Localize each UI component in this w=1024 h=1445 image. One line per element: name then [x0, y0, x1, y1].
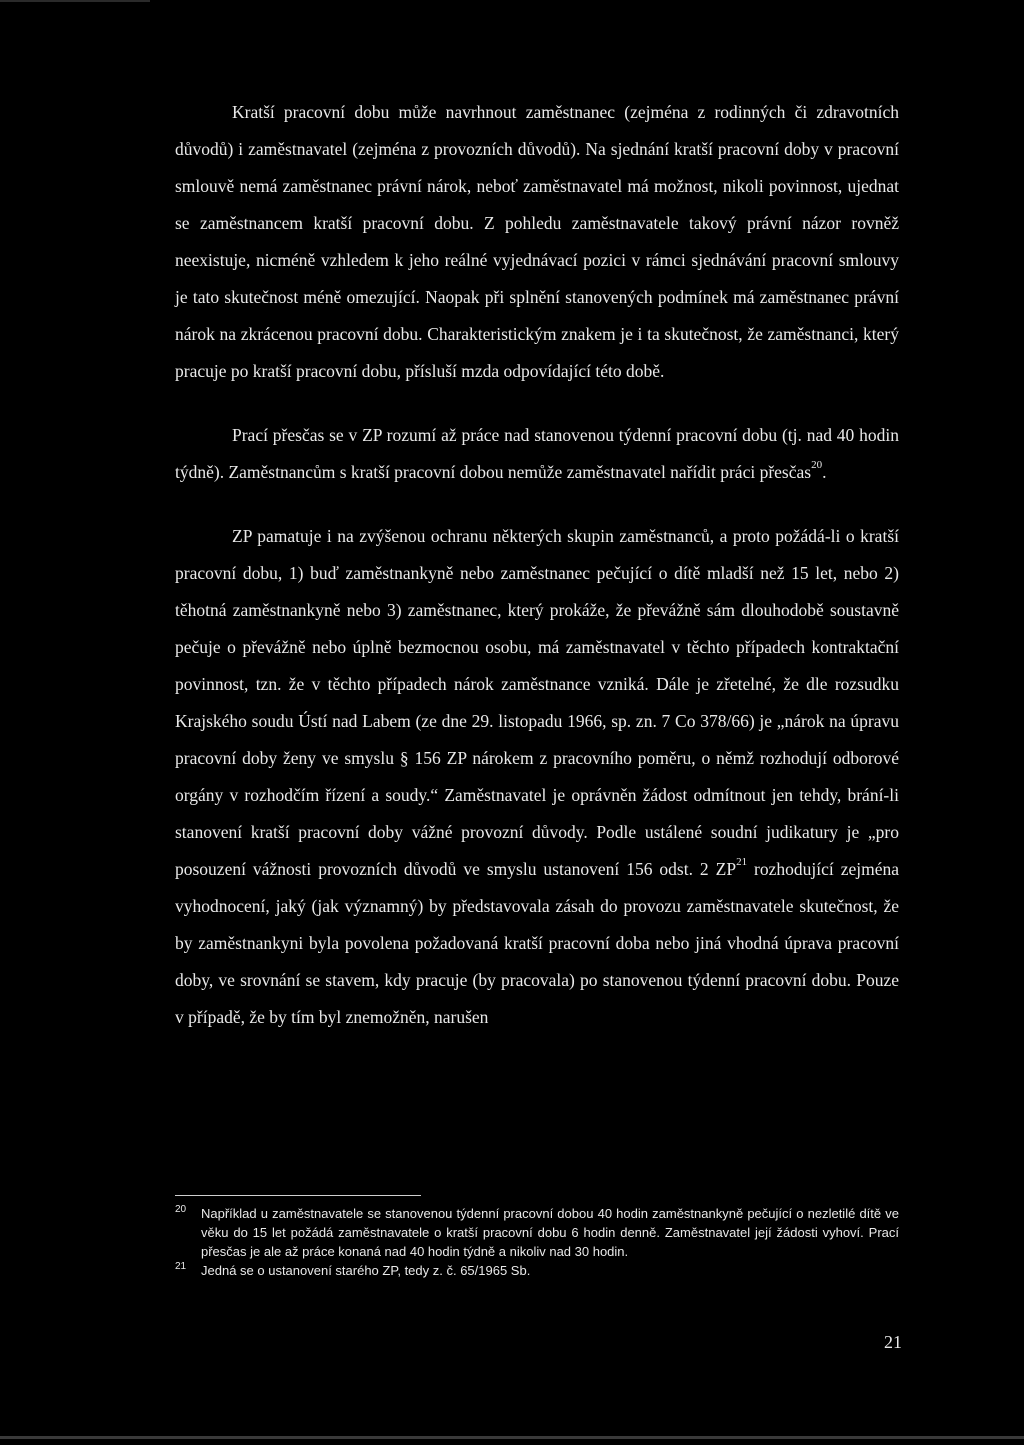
- page-number: 21: [884, 1332, 902, 1352]
- main-text: [175, 94, 899, 1036]
- footnote-separator: [175, 1195, 421, 1196]
- paragraph-3-text-b: rozhodující zejména vyhodnocení, jaký (jak významný) by představovala zásah do provozu zaměstnavatele skutečnost, že by zaměstnankyni byla povolena požadovaná kratší pracovní doba nebo jiná vhodná úprava pracovní doby, ve srovnání se stavem, kdy pracuje (by pracovala) po stanovenou týdenní pracovní dobu. Pouze v případě, že by tím byl znemožněn, narušen: [175, 859, 900, 1027]
- footnote-number: 21: [175, 1261, 187, 1272]
- footnote-20: [175, 1204, 899, 1261]
- paragraph-3-text-a: ZP pamatuje i na zvýšenou ochranu některých skupin zaměstnanců, a proto požádá-li o kratší pracovní dobu, 1) buď zaměstnankyně nebo zaměstnanec pečující o dítě mladší než 15 let, nebo 2) těhotná zaměstnankyně nebo 3) zaměstnanec, který prokáže, že převážně sám dlouhodobě soustavně pečuje o převážně nebo úplně bezmocnou osobu, má zaměstnavatel v těchto případech kontraktační povinnost, tzn. že v těchto případech nárok zaměstnance vzniká. Dále je zřetelné, že dle rozsudku Krajského soudu Ústí nad Labem (ze dne 29. listopadu 1966, sp. zn. 7 Co 378/66) je „nárok na úpravu pracovní doby ženy ve smyslu § 156 ZP nárokem z pracovního poměru, o němž rozhodují odborové orgány v rozhodčím řízení a soudy.“ Zaměstnavatel je oprávněn žádost odmítnout jen tehdy, brání-li stanovení kratší pracovní doby vážné provozní důvody. Podle ustálené soudní judikatury je „pro posouzení vážnosti provozních důvodů ve smyslu ustanovení 156 odst. 2 ZP: [175, 526, 899, 879]
- paragraph-1-text: Kratší pracovní dobu může navrhnout zaměstnanec (zejména z rodinných či zdravotních důvodů) i zaměstnavatel (zejména z provozních důvodů). Na sjednání kratší pracovní doby v pracovní smlouvě nemá zaměstnanec právní nárok, neboť zaměstnavatel má možnost, nikoli povinnost, ujednat se zaměstnancem kratší pracovní dobu. Z pohledu zaměstnavatele takový právní názor rovněž neexistuje, nicméně vzhledem k jeho reálné vyjednávací pozici v rámci sjednávání pracovní smlouvy je tato skutečnost méně omezující. Naopak při splnění stanovených podmínek má zaměstnanec právní nárok na zkrácenou pracovní dobu. Charakteristickým znakem je i ta skutečnost, že zaměstnanci, který pracuje po kratší pracovní dobu, přísluší mzda odpovídající této době.: [175, 102, 899, 381]
- footnote-21: [175, 1261, 899, 1280]
- bottom-edge-rule: [0, 1436, 1024, 1439]
- footnote-ref-20[interactable]: 20: [811, 459, 823, 472]
- paragraph-3: [175, 518, 899, 1036]
- paragraph-1: [175, 94, 899, 390]
- footnotes: [175, 1195, 899, 1280]
- paragraph-2: [175, 417, 899, 491]
- top-edge-rule: [0, 0, 150, 2]
- paragraph-2-tail: .: [822, 462, 827, 482]
- footnote-text: Jedná se o ustanovení starého ZP, tedy z. č. 65/1965 Sb.: [201, 1263, 531, 1278]
- footnote-text: Například u zaměstnavatele se stanovenou týdenní pracovní dobou 40 hodin zaměstnankyně pečující o nezletilé dítě ve věku do 15 let požádá zaměstnavatele o kratší pracovní dobu 6 hodin denně. Zaměstnavatel její žádosti vyhoví. Prací přesčas je ale až práce konaná nad 40 hodin týdně a nikoliv nad 30 hodin.: [201, 1206, 899, 1259]
- paragraph-2-text: Prací přesčas se v ZP rozumí až práce nad stanovenou týdenní pracovní dobu (tj. nad 40 hodin týdně). Zaměstnancům s kratší pracovní dobou nemůže zaměstnavatel nařídit práci přesčas: [175, 425, 899, 482]
- footnote-number: 20: [175, 1204, 187, 1215]
- footnote-ref-21[interactable]: 21: [736, 856, 748, 869]
